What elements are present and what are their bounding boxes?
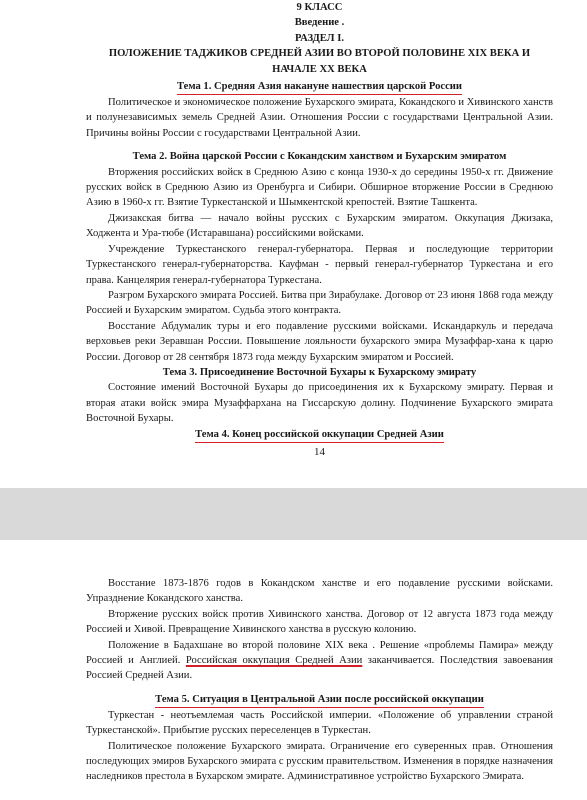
badakhshan-text-start: Положение в Бадахшане во второй половине XIX века . Решение «проблемы Памира» между Россией и Англией. xyxy=(86,639,553,667)
topic-5-paragraph: Политическое положение Бухарского эмирата. Ограничение его суверенных прав. Отношения последующих эмиров Бухарского эмирата с русским правительством. Изменения в порядке назначения наследников престола в Бухарском эмирате. Административное устройство Бухарского Эмирата. xyxy=(86,740,553,783)
topic-4-paragraph: Восстание 1873-1876 годов в Кокандском ханстве и его подавление русскими войсками. Упразднение Кокандского ханства. xyxy=(86,578,553,605)
topic-2-title: Тема 2. Война царской России с Кокандским ханством и Бухарским эмиратом xyxy=(132,151,507,163)
page-number: 14 xyxy=(314,445,325,458)
section-heading: РАЗДЕЛ I. xyxy=(295,32,344,44)
topic-1-text: Политическое и экономическое положение Бухарского эмирата, Кокандского и Хивинского ханств и полунезависимых земель Средней Азии. Отношения России с государствами Центральной Азии. Причины войны России с государствами Центральной Азии. xyxy=(86,97,553,139)
topic-4-paragraph: Вторжение русских войск против Хивинского ханства. Договор от 12 августа 1873 года между Россией и Хивой. Превращение Хивинского ханства в русскую колонию. xyxy=(86,608,553,636)
intro-heading: Введение . xyxy=(294,17,345,29)
topic-2-paragraph: Учреждение Туркестанского генерал-губернатора. Первая и последующие территории Туркестанского генерал-губернаторства. Кауфман - первый генерал-губернатор Туркестана и его права. Канцелярия генерал-губернатора Туркестана. xyxy=(86,243,553,286)
topic-5-paragraph: Туркестан - неотъемлемая часть Российской империи. «Положение об управлении страной Туркестанской». Прибытие русских переселенцев в Туркестан. xyxy=(86,709,553,737)
topic-3-title: Тема 3. Присоединение Восточной Бухары к Бухарскому эмирату xyxy=(162,366,477,378)
topic-2-paragraph: Вторжения российских войск в Среднюю Азию с конца 1930-х до середины 1950-х гг. Движение русских войск в Среднюю Азию из Оренбурга и Сибири. Обширное вторжение России в Среднюю Азию в 1960-х гг. Взятие Туркестанской и Шымкентской крепостей. Взятие Ташкента. xyxy=(86,166,553,209)
section-title: ПОЛОЖЕНИЕ ТАДЖИКОВ СРЕДНЕЙ АЗИИ ВО ВТОРОЙ ПОЛОВИНЕ XIX ВЕКА И НАЧАЛЕ XX ВЕКА xyxy=(108,48,531,75)
topic-5-title: Тема 5. Ситуация в Центральной Азии после российской оккупации xyxy=(155,693,484,708)
badakhshan-text-end: заканчивается. Последствия завоевания Россией Средней Азии. xyxy=(86,655,553,682)
topic-3-text: Состояние имений Восточной Бухары до присоединения их к Бухарскому эмирату. Первая и вторая атаки войск эмира Музаффархана на Гиссарскую долину. Подчинение Бухарского эмирата Восточной Бухары. xyxy=(86,382,553,425)
topic-2-paragraph: Джизакская битва — начало войны русских с Бухарским эмиратом. Оккупация Джизака, Ходжента и Ура-тюбе (Истаравшана) российскими войсками. xyxy=(86,212,553,240)
highlighted-phrase: Российская оккупация Средней Азии xyxy=(185,655,363,667)
grade-heading: 9 КЛАСС xyxy=(296,2,343,13)
topic-4-paragraph-badakhshan xyxy=(86,638,553,684)
topic-1-title: Тема 1. Средняя Азия накануне нашествия царской России xyxy=(177,80,462,95)
topic-2-paragraph: Разгром Бухарского эмирата Россией. Битва при Зирабулаке. Договор от 23 июня 1868 года между Россией и Бухарским эмиратом. Судьба этого контракта. xyxy=(86,289,553,317)
topic-4-title: Тема 4. Конец российской оккупации Средней Азии xyxy=(195,428,444,443)
document-page-2 xyxy=(0,540,587,800)
topic-2-paragraph: Восстание Абдумалик туры и его подавление русскими войсками. Искандаркуль и передача верховьев реки Зеравшан России. Повышение лояльности бухарского эмира Музаффар-хана к царю России. Договор от 28 сентября 1873 года между Бухарским эмиратом и Россией. xyxy=(86,320,553,363)
